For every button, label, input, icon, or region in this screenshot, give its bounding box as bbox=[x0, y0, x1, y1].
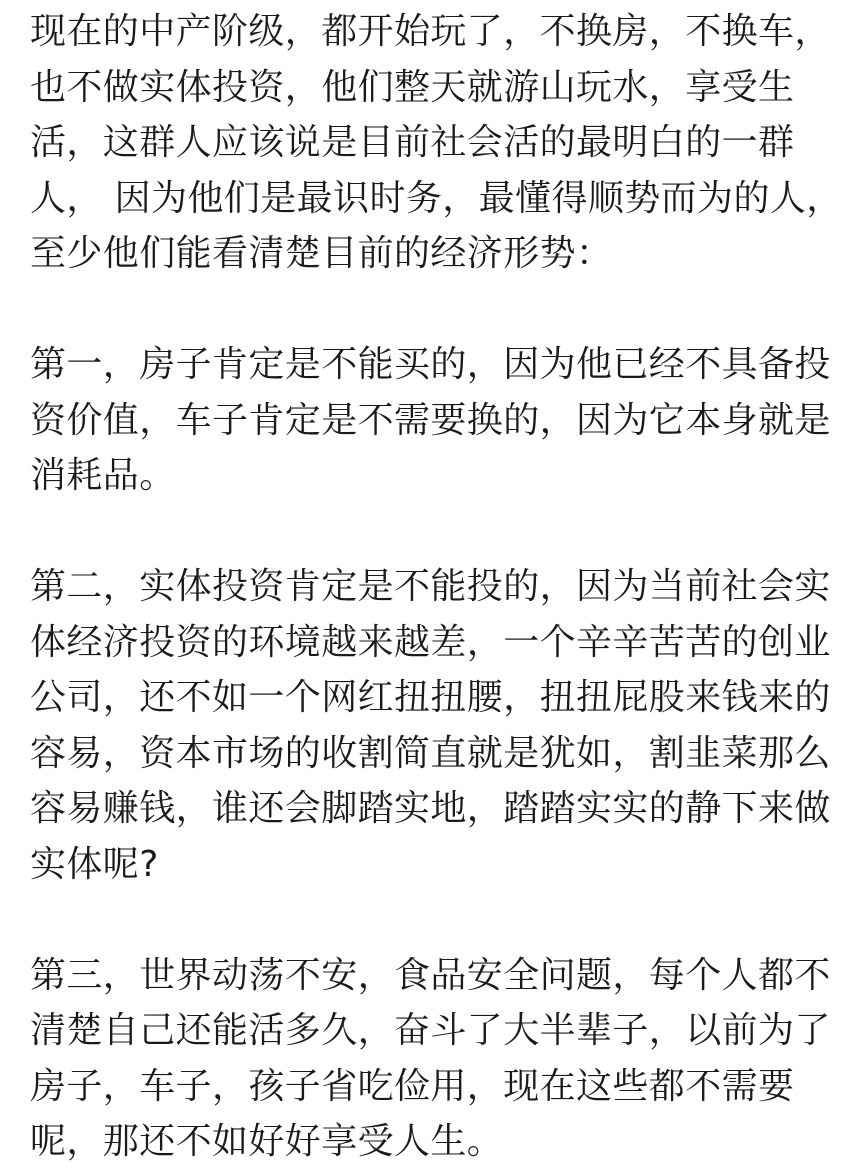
text-line: 实体呢? bbox=[30, 843, 159, 885]
text-line: 容易赚钱，谁还会脚踏实地，踏踏实实的静下来做 bbox=[30, 788, 831, 829]
paragraph-point-three bbox=[30, 948, 830, 1170]
paragraph-intro bbox=[30, 4, 843, 282]
text-line: 第三，世界动荡不安，食品安全问题，每个人都不 bbox=[30, 954, 831, 996]
text-line: 清楚自己还能活多久，奋斗了大半辈子，以前为了 bbox=[30, 1010, 831, 1051]
text-line: 活，这群人应该说是目前社会活的最明白的一群 bbox=[30, 122, 795, 163]
text-line: 资价值，车子肯定是不需要换的，因为它本身就是 bbox=[30, 399, 831, 441]
text-line: 也不做实体投资，他们整天就游山玩水，享受生 bbox=[30, 66, 795, 108]
text-line: 人， 因为他们是最识时务，最懂得顺势而为的人， bbox=[30, 177, 843, 219]
text-line: 第二，实体投资肯定是不能投的，因为当前社会实 bbox=[30, 566, 831, 607]
text-line: 公司，还不如一个网红扭扭腰，扭扭屁股来钱来的 bbox=[30, 677, 831, 718]
text-line: 体经济投资的环境越来越差，一个辛辛苦苦的创业 bbox=[30, 621, 831, 663]
text-line: 容易，资本市场的收割简直就是犹如，割韭菜那么 bbox=[30, 732, 831, 774]
article-body bbox=[30, 4, 843, 1170]
text-line: 房子，车子，孩子省吃俭用，现在这些都不需要 bbox=[30, 1065, 795, 1107]
paragraph-point-one bbox=[30, 337, 830, 504]
paragraph-point-two bbox=[30, 559, 830, 892]
text-line: 呢，那还不如好好享受人生。 bbox=[30, 1121, 504, 1162]
text-line: 消耗品。 bbox=[30, 455, 176, 496]
text-line: 现在的中产阶级，都开始玩了，不换房，不换车， bbox=[30, 11, 831, 52]
text-line: 至少他们能看清楚目前的经济形势： bbox=[30, 233, 613, 274]
text-line: 第一，房子肯定是不能买的，因为他已经不具备投 bbox=[30, 344, 831, 385]
